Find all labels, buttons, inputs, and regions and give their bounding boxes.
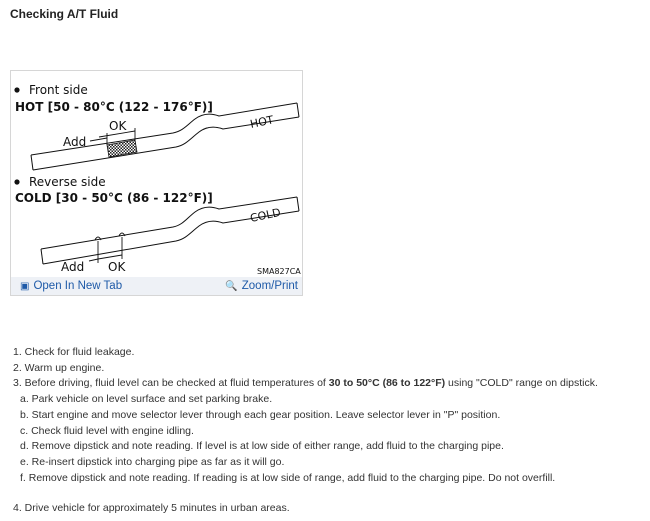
- instructions-list: [13, 345, 643, 517]
- bullet-icon: [14, 87, 19, 92]
- zoom-print-link[interactable]: 🔍 Zoom/Print: [225, 280, 298, 292]
- step-2: 2. Warm up engine.: [13, 361, 105, 374]
- zoom-icon: 🔍: [225, 281, 238, 292]
- open-tab-icon: ▣: [20, 281, 30, 292]
- open-in-new-tab-link[interactable]: ▣ Open In New Tab: [20, 280, 123, 292]
- figure-toolbar: [11, 277, 302, 295]
- step-4: 4. Drive vehicle for approximately 5 minutes in urban areas.: [13, 502, 290, 515]
- step-3e: e. Re-insert dipstick into charging pipe as far as it will go.: [20, 455, 285, 468]
- reverse-add-label: Add: [61, 260, 85, 274]
- reverse-ok-label: OK: [108, 260, 126, 274]
- page-title: Checking A/T Fluid: [10, 7, 119, 21]
- step-3d: d. Remove dipstick and note reading. If level is at low side of either range, add fluid to the charging pipe.: [20, 440, 504, 453]
- hot-range-label: HOT [50 - 80°C (122 - 176°F)]: [15, 100, 213, 114]
- cold-stamp: COLD: [248, 205, 282, 225]
- cold-range-label: COLD [30 - 50°C (86 - 122°F)]: [15, 191, 213, 205]
- front-add-label: Add: [63, 135, 87, 149]
- hot-stamp: HOT: [248, 113, 275, 131]
- bullet-icon: [14, 179, 19, 184]
- dipstick-figure: [10, 70, 303, 296]
- reverse-side-label: Reverse side: [29, 175, 106, 189]
- step-1: 1. Check for fluid leakage.: [13, 346, 135, 358]
- step-3c: c. Check fluid level with engine idling.: [20, 424, 194, 437]
- step-3f: f. Remove dipstick and note reading. If reading is at low side of range, add fluid to the charging pipe. Do not overfill.: [20, 471, 556, 484]
- front-side-label: Front side: [29, 83, 88, 97]
- step-3: 3. Before driving, fluid level can be checked at fluid temperatures of 30 to 50°C (86 to 122°F) using "COLD" range on dipstick.: [13, 377, 598, 390]
- step-3a: a. Park vehicle on level surface and set parking brake.: [20, 393, 273, 406]
- step-3b: b. Start engine and move selector lever through each gear position. Leave selector lever in "P" position.: [20, 408, 501, 421]
- dipstick-diagram: [11, 71, 302, 277]
- front-ok-label: OK: [109, 119, 127, 133]
- reverse-dipstick: [41, 197, 299, 264]
- figure-code: SMA827CA: [257, 267, 301, 276]
